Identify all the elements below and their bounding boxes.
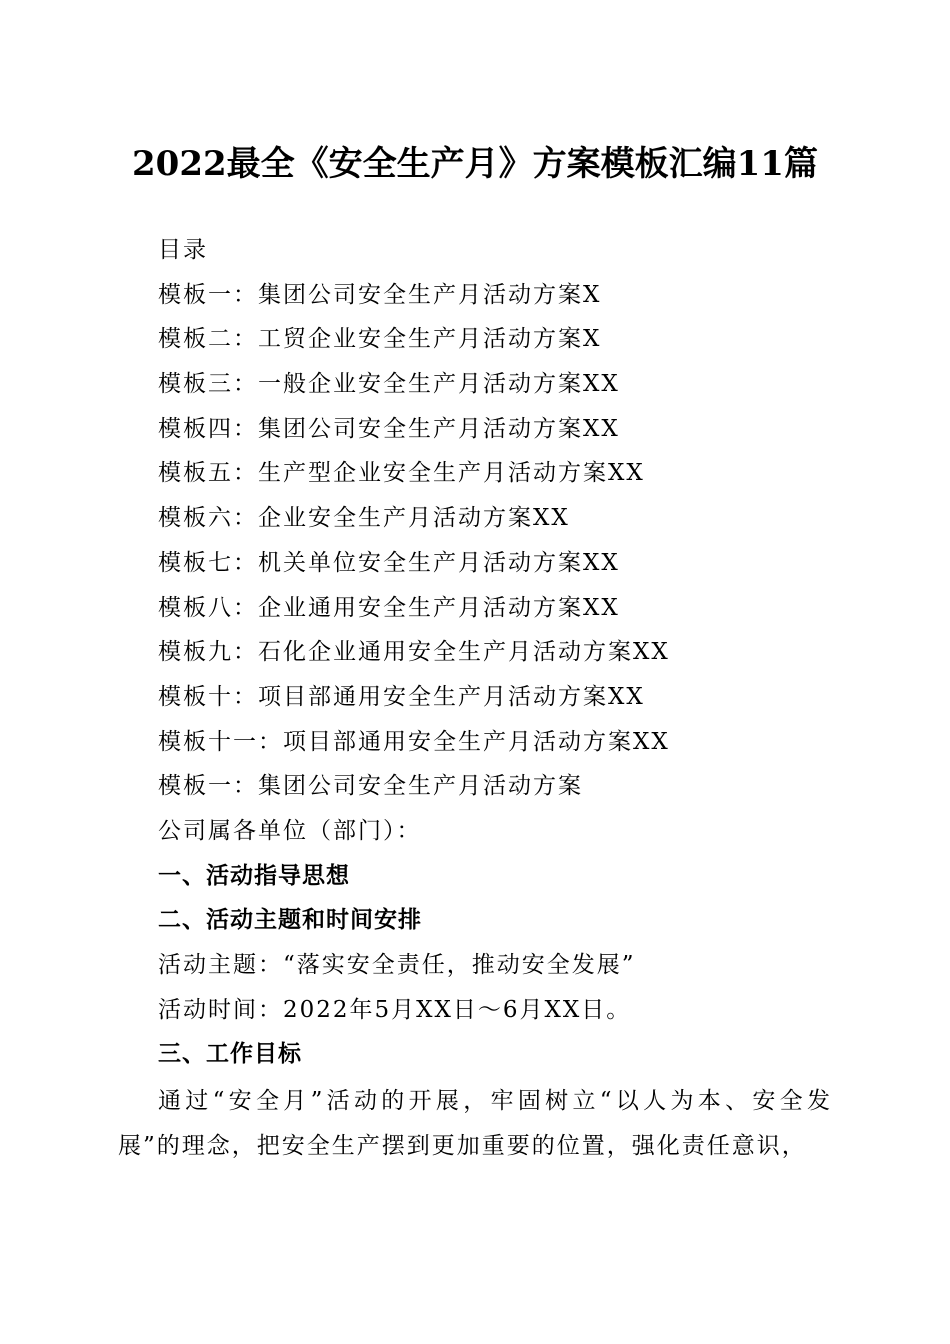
heading-guiding-ideology: 一、活动指导思想	[158, 862, 350, 889]
toc-item: 模板十：项目部通用安全生产月活动方案XX	[158, 683, 645, 710]
toc-item: 模板五：生产型企业安全生产月活动方案XX	[158, 460, 645, 487]
toc-item: 模板四：集团公司安全生产月活动方案XX	[158, 415, 620, 442]
toc-item: 模板二：工贸企业安全生产月活动方案X	[158, 326, 602, 353]
activity-time: 活动时间：2022年5月XX日～6月XX日。	[158, 996, 632, 1023]
toc-item: 模板六：企业安全生产月活动方案XX	[158, 505, 570, 532]
toc-item: 模板八：企业通用安全生产月活动方案XX	[158, 594, 620, 621]
body-paragraph: 通过“安全月”活动的开展，牢固树立“以人为本、安全发展”的理念，把安全生产摆到更加重要的位置，强化责任意识，	[118, 1088, 832, 1159]
heading-work-goals: 三、工作目标	[158, 1041, 302, 1068]
toc-item: 模板九：石化企业通用安全生产月活动方案XX	[158, 639, 670, 666]
document-title: 2022最全《安全生产月》方案模板汇编11篇	[132, 144, 818, 184]
salutation: 公司属各单位（部门）：	[158, 817, 422, 844]
toc-item: 模板十一：项目部通用安全生产月活动方案XX	[158, 728, 670, 755]
document-content	[118, 228, 832, 1168]
toc-item: 模板七：机关单位安全生产月活动方案XX	[158, 549, 620, 576]
section-title: 模板一：集团公司安全生产月活动方案	[158, 773, 583, 800]
toc-label: 目录	[158, 237, 208, 263]
toc-item: 模板三：一般企业安全生产月活动方案XX	[158, 371, 620, 398]
heading-theme-schedule: 二、活动主题和时间安排	[158, 907, 422, 934]
toc-item: 模板一：集团公司安全生产月活动方案X	[158, 281, 602, 308]
activity-theme: 活动主题：“落实安全责任，推动安全发展”	[158, 952, 636, 978]
